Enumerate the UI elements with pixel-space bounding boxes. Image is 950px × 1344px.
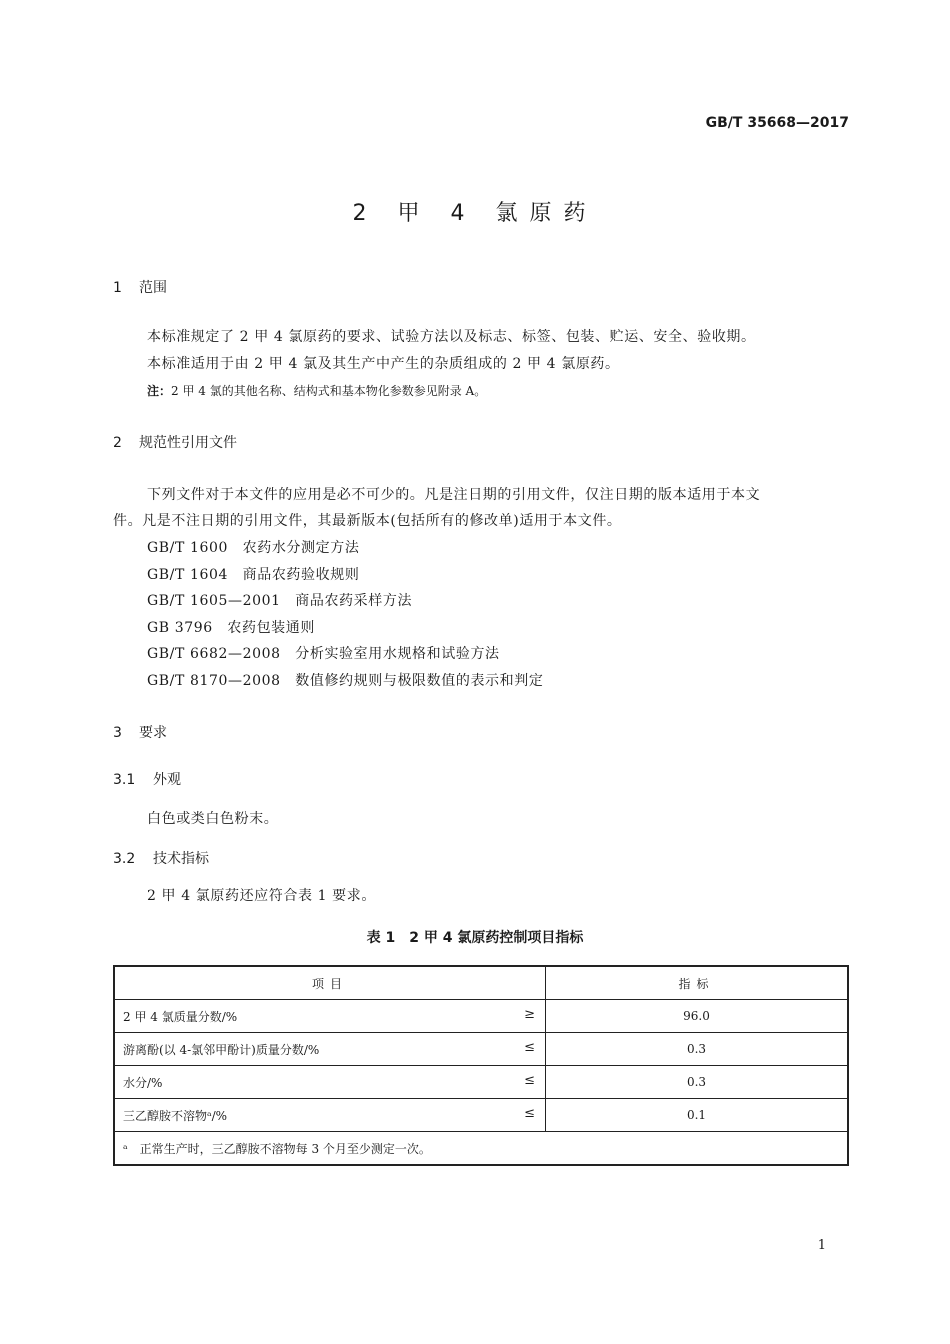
section-title: 外观 [153,772,181,788]
item-cell [114,1000,546,1033]
refs-paragraph-line2: 件。凡是不注日期的引用文件，其最新版本(包括所有的修改单)适用于本文件。 [113,513,622,529]
comparison-symbol: ≥ [524,1007,535,1022]
subsection-3-2-heading [113,848,209,868]
scope-paragraph: 本标准规定了 2 甲 4 氯原药的要求、试验方法以及标志、标签、包装、贮运、安全、验收期。 [147,329,756,345]
item-cell [114,1066,546,1099]
appearance-text: 白色或类白色粉末。 [147,811,279,827]
ref-title: 商品农药验收规则 [242,567,360,583]
value-cell: 0.1 [546,1099,849,1132]
standard-code: GB/T 35668—2017 [705,115,849,131]
ref-title: 农药包装通则 [227,620,315,636]
ref-item [147,537,359,557]
column-header-value: 指标 [546,966,849,1000]
section-3-heading [113,722,167,742]
section-title: 范围 [139,280,167,296]
comparison-symbol: ≤ [524,1106,535,1121]
section-number: 1 [113,280,122,296]
ref-title: 农药水分测定方法 [242,540,360,556]
table-row [114,1000,848,1033]
ref-title: 商品农药采样方法 [295,593,413,609]
section-number: 3.2 [113,851,136,867]
ref-item [147,590,412,610]
section-title: 要求 [139,725,167,741]
item-label: 2 甲 4 氯质量分数/% [123,1009,238,1024]
table-row [114,1033,848,1066]
ref-item [147,564,359,584]
item-label: 游离酚(以 4-氯邻甲酚计)质量分数/% [123,1042,320,1057]
value-cell: 0.3 [546,1033,849,1066]
scope-note [147,382,486,399]
ref-code: GB/T 6682—2008 [147,646,281,662]
table-row [114,1099,848,1132]
ref-item [147,617,315,637]
comparison-symbol: ≤ [524,1073,535,1088]
item-cell [114,1099,546,1132]
page-number: 1 [817,1238,826,1253]
table-caption: 表 1 2 甲 4 氯原药控制项目指标 [366,930,584,946]
item-cell [114,1033,546,1066]
ref-code: GB/T 1604 [147,567,229,583]
subsection-3-1-heading [113,769,181,789]
scope-paragraph: 本标准适用于由 2 甲 4 氯及其生产中产生的杂质组成的 2 甲 4 氯原药。 [147,356,620,372]
section-title: 技术指标 [153,851,209,867]
section-1-heading [113,277,167,297]
item-label: 水分/% [123,1075,163,1090]
section-title: 规范性引用文件 [139,435,237,451]
ref-item [147,643,500,663]
section-number: 2 [113,435,122,451]
value-cell: 0.3 [546,1066,849,1099]
column-header-item: 项目 [114,966,546,1000]
ref-title: 分析实验室用水规格和试验方法 [295,646,500,662]
tech-text: 2 甲 4 氯原药还应符合表 1 要求。 [147,888,376,904]
item-label: 三乙醇胺不溶物ᵃ/% [123,1108,228,1123]
note-label: 注： [147,384,172,398]
ref-code: GB/T 1605—2001 [147,593,281,609]
value-cell: 96.0 [546,1000,849,1033]
table-row [114,1066,848,1099]
ref-item [147,670,543,690]
ref-title: 数值修约规则与极限数值的表示和判定 [295,673,544,689]
note-text: 2 甲 4 氯的其他名称、结构式和基本物化参数参见附录 A。 [171,384,487,398]
ref-code: GB/T 1600 [147,540,229,556]
table-footnote: ᵃ 正常生产时，三乙醇胺不溶物每 3 个月至少测定一次。 [114,1132,848,1166]
table-footnote-row [114,1132,848,1166]
section-number: 3 [113,725,122,741]
section-number: 3.1 [113,772,136,788]
table-header-row [114,966,848,1000]
ref-code: GB 3796 [147,620,213,636]
spec-table [113,965,849,1166]
comparison-symbol: ≤ [524,1040,535,1055]
document-title: 2 甲 4 氯原药 [352,201,598,226]
ref-code: GB/T 8170—2008 [147,673,281,689]
section-2-heading [113,432,237,452]
refs-paragraph-line1: 下列文件对于本文件的应用是必不可少的。凡是注日期的引用文件，仅注日期的版本适用于本文 [147,487,761,503]
